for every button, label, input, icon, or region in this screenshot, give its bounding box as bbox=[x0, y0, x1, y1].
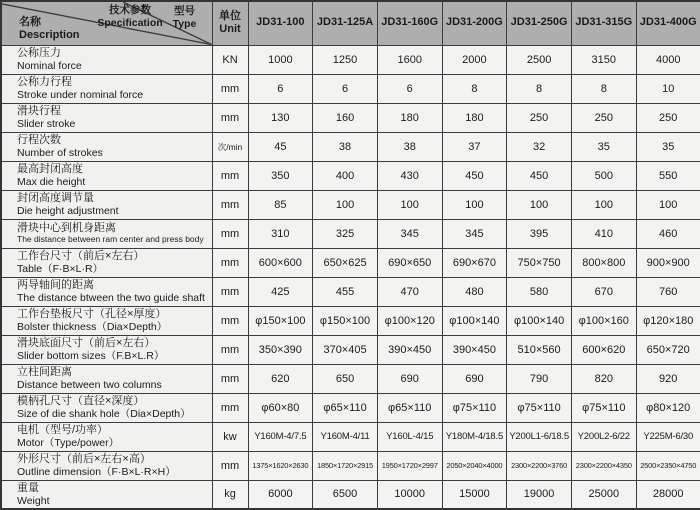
cell-value: 25000 bbox=[571, 480, 636, 509]
row-unit-cell: KN bbox=[212, 45, 248, 74]
cell-value: 1950×1720×2997 bbox=[377, 451, 442, 480]
cell-value: 480 bbox=[442, 277, 507, 306]
row-unit-cell: mm bbox=[212, 393, 248, 422]
row-label-zh: 滑块底面尺寸（前后×左右） bbox=[17, 337, 156, 350]
row-label-en: Max die height bbox=[17, 175, 86, 188]
row-unit-cell: 次/min bbox=[212, 132, 248, 161]
cell-value: 690×670 bbox=[442, 248, 507, 277]
cell-value: 8 bbox=[507, 74, 572, 103]
cell-value: 760 bbox=[636, 277, 700, 306]
cell-value: 35 bbox=[571, 132, 636, 161]
corner-type-zh: 型号 bbox=[174, 5, 195, 17]
cell-value: 250 bbox=[636, 103, 700, 132]
cell-value: 920 bbox=[636, 364, 700, 393]
cell-value: 130 bbox=[248, 103, 313, 132]
cell-value: Y180M-4/18.5 bbox=[442, 422, 507, 451]
cell-value: 100 bbox=[636, 190, 700, 219]
cell-value: 690 bbox=[442, 364, 507, 393]
row-label-zh: 公称力行程 bbox=[17, 76, 72, 89]
row-label-cell bbox=[1, 132, 212, 161]
cell-value: 690 bbox=[377, 364, 442, 393]
row-unit-cell: kw bbox=[212, 422, 248, 451]
table-row bbox=[1, 190, 700, 219]
cell-value: 100 bbox=[313, 190, 378, 219]
corner-name-en: Description bbox=[19, 29, 80, 42]
cell-value: 250 bbox=[571, 103, 636, 132]
cell-value: 670 bbox=[571, 277, 636, 306]
cell-value: 1850×1720×2915 bbox=[313, 451, 378, 480]
cell-value: 38 bbox=[313, 132, 378, 161]
cell-value: 900×900 bbox=[636, 248, 700, 277]
row-label-en: The distance between ram center and press body bbox=[17, 233, 204, 244]
cell-value: Y160M-4/11 bbox=[313, 422, 378, 451]
corner-name-zh: 名称 bbox=[19, 16, 41, 29]
cell-value: 8 bbox=[571, 74, 636, 103]
cell-value: 325 bbox=[313, 219, 378, 248]
row-label-cell bbox=[1, 277, 212, 306]
cell-value: φ100×140 bbox=[442, 306, 507, 335]
cell-value: 2500 bbox=[507, 45, 572, 74]
row-unit-cell: mm bbox=[212, 219, 248, 248]
model-column-header: JD31-160G bbox=[377, 1, 442, 45]
row-label-cell bbox=[1, 451, 212, 480]
model-column-header: JD31-250G bbox=[507, 1, 572, 45]
cell-value: 19000 bbox=[507, 480, 572, 509]
cell-value: 1250 bbox=[313, 45, 378, 74]
cell-value: 1375×1620×2630 bbox=[248, 451, 313, 480]
row-label-cell bbox=[1, 364, 212, 393]
cell-value: 4000 bbox=[636, 45, 700, 74]
cell-value: 2500×2350×4750 bbox=[636, 451, 700, 480]
cell-value: Y160M-4/7.5 bbox=[248, 422, 313, 451]
cell-value: 600×600 bbox=[248, 248, 313, 277]
cell-value: 650 bbox=[313, 364, 378, 393]
row-label-en: Nominal force bbox=[17, 59, 82, 72]
cell-value: 10000 bbox=[377, 480, 442, 509]
row-unit-cell: mm bbox=[212, 364, 248, 393]
cell-value: 600×620 bbox=[571, 335, 636, 364]
table-row bbox=[1, 335, 700, 364]
corner-header-cell bbox=[1, 1, 212, 45]
cell-value: 160 bbox=[313, 103, 378, 132]
cell-value: 28000 bbox=[636, 480, 700, 509]
row-unit-cell: mm bbox=[212, 161, 248, 190]
cell-value: 460 bbox=[636, 219, 700, 248]
row-label-zh: 工作台尺寸（前后×左右） bbox=[17, 250, 145, 263]
model-column-header: JD31-315G bbox=[571, 1, 636, 45]
cell-value: 450 bbox=[442, 161, 507, 190]
row-unit-cell: mm bbox=[212, 103, 248, 132]
row-label-cell bbox=[1, 219, 212, 248]
table-row bbox=[1, 45, 700, 74]
cell-value: φ75×110 bbox=[571, 393, 636, 422]
cell-value: 100 bbox=[507, 190, 572, 219]
cell-value: Y200L2-6/22 bbox=[571, 422, 636, 451]
cell-value: φ100×160 bbox=[571, 306, 636, 335]
table-body bbox=[1, 45, 700, 509]
cell-value: φ75×110 bbox=[442, 393, 507, 422]
row-unit-cell: kg bbox=[212, 480, 248, 509]
row-label-cell bbox=[1, 335, 212, 364]
cell-value: 350 bbox=[248, 161, 313, 190]
row-label-en: Weight bbox=[17, 494, 50, 507]
cell-value: 6000 bbox=[248, 480, 313, 509]
table-row bbox=[1, 132, 700, 161]
model-column-header: JD31-200G bbox=[442, 1, 507, 45]
table-header bbox=[1, 1, 700, 45]
cell-value: 500 bbox=[571, 161, 636, 190]
cell-value: 690×650 bbox=[377, 248, 442, 277]
row-unit-cell: mm bbox=[212, 190, 248, 219]
cell-value: 1600 bbox=[377, 45, 442, 74]
cell-value: φ75×110 bbox=[507, 393, 572, 422]
cell-value: 1000 bbox=[248, 45, 313, 74]
row-label-zh: 滑块行程 bbox=[17, 105, 61, 118]
cell-value: 790 bbox=[507, 364, 572, 393]
cell-value: 10 bbox=[636, 74, 700, 103]
row-label-en: The distance btween the two guide shaft bbox=[17, 291, 205, 304]
cell-value: 400 bbox=[313, 161, 378, 190]
model-column-header: JD31-100 bbox=[248, 1, 313, 45]
cell-value: 2300×2200×3760 bbox=[507, 451, 572, 480]
row-label-zh: 滑块中心到机身距离 bbox=[17, 222, 116, 235]
cell-value: 410 bbox=[571, 219, 636, 248]
cell-value: 250 bbox=[507, 103, 572, 132]
row-label-cell bbox=[1, 103, 212, 132]
cell-value: φ150×100 bbox=[248, 306, 313, 335]
cell-value: 2300×2200×4350 bbox=[571, 451, 636, 480]
cell-value: 395 bbox=[507, 219, 572, 248]
table-row bbox=[1, 480, 700, 509]
row-label-cell bbox=[1, 480, 212, 509]
corner-spec-zh: 技术参数 bbox=[109, 4, 151, 16]
row-label-en: Number of strokes bbox=[17, 146, 103, 159]
row-unit-cell: mm bbox=[212, 248, 248, 277]
cell-value: 6 bbox=[248, 74, 313, 103]
cell-value: 370×405 bbox=[313, 335, 378, 364]
row-label-zh: 封闭高度调节量 bbox=[17, 192, 94, 205]
row-label-en: Distance between two columns bbox=[17, 378, 162, 391]
row-label-cell bbox=[1, 74, 212, 103]
row-label-zh: 外形尺寸（前后×左右×高） bbox=[17, 453, 151, 466]
row-label-cell bbox=[1, 45, 212, 74]
row-label-zh: 模柄孔尺寸（直径×深度） bbox=[17, 395, 145, 408]
cell-value: 345 bbox=[442, 219, 507, 248]
cell-value: 510×560 bbox=[507, 335, 572, 364]
cell-value: 310 bbox=[248, 219, 313, 248]
table-row bbox=[1, 103, 700, 132]
row-unit-cell: mm bbox=[212, 451, 248, 480]
table-row bbox=[1, 393, 700, 422]
cell-value: 2000 bbox=[442, 45, 507, 74]
row-label-cell bbox=[1, 248, 212, 277]
row-label-en: Size of die shank hole（Dia×Depth） bbox=[17, 407, 191, 420]
cell-value: 650×720 bbox=[636, 335, 700, 364]
table-row bbox=[1, 248, 700, 277]
table-row bbox=[1, 277, 700, 306]
row-label-en: Stroke under nominal force bbox=[17, 88, 144, 101]
row-label-zh: 立柱间距离 bbox=[17, 366, 72, 379]
cell-value: 455 bbox=[313, 277, 378, 306]
cell-value: 425 bbox=[248, 277, 313, 306]
table-row bbox=[1, 306, 700, 335]
cell-value: φ60×80 bbox=[248, 393, 313, 422]
cell-value: 390×450 bbox=[377, 335, 442, 364]
row-label-cell bbox=[1, 306, 212, 335]
cell-value: 35 bbox=[636, 132, 700, 161]
cell-value: 6 bbox=[313, 74, 378, 103]
cell-value: 38 bbox=[377, 132, 442, 161]
cell-value: φ120×180 bbox=[636, 306, 700, 335]
cell-value: 100 bbox=[442, 190, 507, 219]
cell-value: 820 bbox=[571, 364, 636, 393]
cell-value: Y225M-6/30 bbox=[636, 422, 700, 451]
unit-column-header: 单位 Unit bbox=[212, 1, 248, 45]
row-label-cell bbox=[1, 422, 212, 451]
table-row bbox=[1, 451, 700, 480]
row-label-cell bbox=[1, 393, 212, 422]
row-label-zh: 电机（型号/功率） bbox=[17, 424, 109, 437]
cell-value: 450 bbox=[507, 161, 572, 190]
row-label-en: Bolster thickness（Dia×Depth） bbox=[17, 320, 168, 333]
row-label-en: Slider bottom sizes（F.B×L.R） bbox=[17, 349, 165, 362]
cell-value: 45 bbox=[248, 132, 313, 161]
cell-value: 100 bbox=[571, 190, 636, 219]
cell-value: 550 bbox=[636, 161, 700, 190]
table-row bbox=[1, 364, 700, 393]
cell-value: 180 bbox=[442, 103, 507, 132]
cell-value: Y160L-4/15 bbox=[377, 422, 442, 451]
cell-value: φ150×100 bbox=[313, 306, 378, 335]
row-label-en: Motor（Type/power） bbox=[17, 436, 120, 449]
row-label-cell bbox=[1, 161, 212, 190]
cell-value: 750×750 bbox=[507, 248, 572, 277]
cell-value: φ100×120 bbox=[377, 306, 442, 335]
row-label-cell bbox=[1, 190, 212, 219]
cell-value: 180 bbox=[377, 103, 442, 132]
cell-value: 3150 bbox=[571, 45, 636, 74]
cell-value: φ100×140 bbox=[507, 306, 572, 335]
corner-type-en: Type bbox=[172, 17, 197, 30]
cell-value: 800×800 bbox=[571, 248, 636, 277]
cell-value: Y200L1-6/18.5 bbox=[507, 422, 572, 451]
row-label-en: Die height adjustment bbox=[17, 204, 119, 217]
cell-value: 32 bbox=[507, 132, 572, 161]
model-column-header: JD31-400G bbox=[636, 1, 700, 45]
cell-value: 390×450 bbox=[442, 335, 507, 364]
row-unit-cell: mm bbox=[212, 74, 248, 103]
row-label-zh: 公称压力 bbox=[17, 47, 61, 60]
cell-value: 2050×2040×4000 bbox=[442, 451, 507, 480]
cell-value: 6500 bbox=[313, 480, 378, 509]
cell-value: 8 bbox=[442, 74, 507, 103]
cell-value: 85 bbox=[248, 190, 313, 219]
row-label-en: Slider stroke bbox=[17, 117, 76, 130]
header-row bbox=[1, 1, 700, 45]
row-unit-cell: mm bbox=[212, 335, 248, 364]
cell-value: 15000 bbox=[442, 480, 507, 509]
cell-value: φ65×110 bbox=[313, 393, 378, 422]
model-column-header: JD31-125A bbox=[313, 1, 378, 45]
row-label-en: Outline dimension（F·B×L·R×H） bbox=[17, 465, 176, 478]
cell-value: 580 bbox=[507, 277, 572, 306]
cell-value: 650×625 bbox=[313, 248, 378, 277]
row-unit-cell: mm bbox=[212, 306, 248, 335]
cell-value: φ80×120 bbox=[636, 393, 700, 422]
row-label-zh: 最高封闭高度 bbox=[17, 163, 83, 176]
cell-value: 100 bbox=[377, 190, 442, 219]
row-label-en: Table（F·B×L·R） bbox=[17, 262, 104, 275]
cell-value: 6 bbox=[377, 74, 442, 103]
table-row bbox=[1, 219, 700, 248]
cell-value: φ65×110 bbox=[377, 393, 442, 422]
row-label-zh: 两导轴间的距离 bbox=[17, 279, 94, 292]
corner-spec-en: Specification bbox=[97, 16, 163, 29]
table-row bbox=[1, 422, 700, 451]
cell-value: 350×390 bbox=[248, 335, 313, 364]
cell-value: 37 bbox=[442, 132, 507, 161]
row-label-zh: 工作台垫板尺寸（孔径×厚度） bbox=[17, 308, 167, 321]
table-row bbox=[1, 74, 700, 103]
cell-value: 470 bbox=[377, 277, 442, 306]
table-row bbox=[1, 161, 700, 190]
cell-value: 345 bbox=[377, 219, 442, 248]
row-label-zh: 重量 bbox=[17, 481, 39, 494]
cell-value: 620 bbox=[248, 364, 313, 393]
cell-value: 430 bbox=[377, 161, 442, 190]
row-label-zh: 行程次数 bbox=[17, 134, 61, 147]
row-unit-cell: mm bbox=[212, 277, 248, 306]
